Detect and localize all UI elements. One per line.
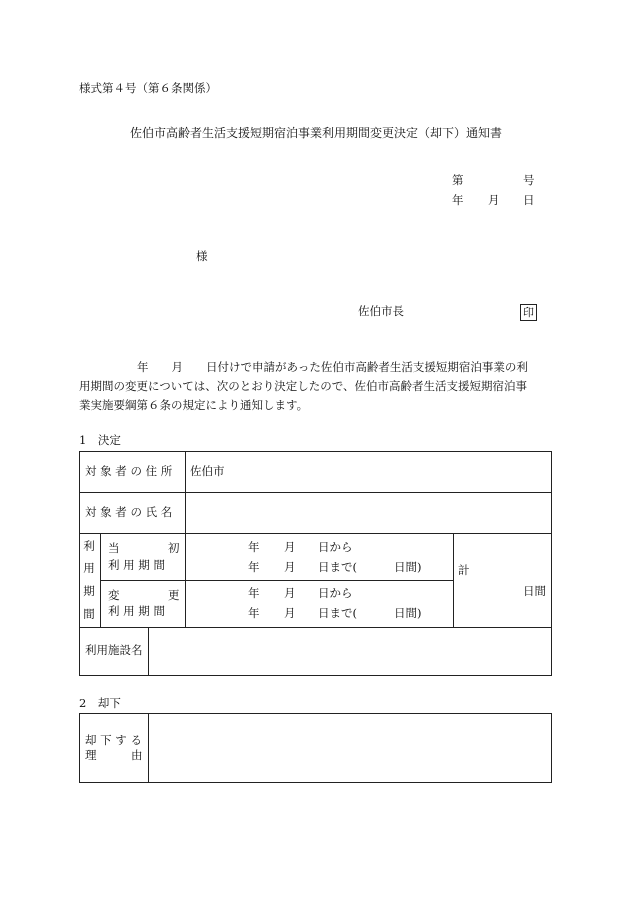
name-label: 対 象 者 の 氏 名 <box>85 505 173 519</box>
address-label: 対 象 者 の 住 所 <box>85 464 173 478</box>
changed-label-bottom: 利 用 期 間 <box>108 604 165 618</box>
date-day: 日 <box>523 193 535 207</box>
section2-heading: 2 却下 <box>79 696 121 710</box>
changed-from-month: 月 <box>284 586 296 600</box>
total-label: 計 <box>458 563 470 577</box>
initial-to-month: 月 <box>284 560 296 574</box>
body-line-1: 年 月 日付けで申請があった佐伯市高齢者生活支援短期宿泊事業の利 <box>137 360 528 374</box>
period-label-char: 用 <box>83 561 95 575</box>
initial-from-month: 月 <box>284 540 296 554</box>
initial-to-year: 年 <box>248 560 260 574</box>
form-number: 様式第４号（第６条関係） <box>79 81 217 95</box>
changed-from-year: 年 <box>248 586 260 600</box>
initial-label-right: 初 <box>168 541 180 555</box>
reason-label-line1: 却 下 す る <box>85 733 142 747</box>
doc-number-suffix: 号 <box>523 173 535 187</box>
date-month: 月 <box>488 193 500 207</box>
period-label-char: 利 <box>83 539 95 553</box>
initial-to-day: 日まで( <box>318 560 357 574</box>
seal-mark: 印 <box>520 304 537 321</box>
addressee-suffix: 様 <box>196 249 208 263</box>
issuer: 佐伯市長 <box>358 304 404 318</box>
changed-label-left: 変 <box>108 588 120 602</box>
address-value: 佐伯市 <box>190 464 225 478</box>
reason-label-line2: 理 由 <box>85 748 143 762</box>
facility-label: 利用施設名 <box>85 643 143 657</box>
body-line-3: 業実施要綱第６条の規定により通知します。 <box>79 398 309 412</box>
initial-days: 日間) <box>394 560 422 574</box>
initial-label-bottom: 利 用 期 間 <box>108 558 165 572</box>
initial-from-day: 日から <box>318 540 353 554</box>
changed-days: 日間) <box>394 606 422 620</box>
changed-from-day: 日から <box>318 586 353 600</box>
doc-number-prefix: 第 <box>452 173 464 187</box>
page-title: 佐伯市高齢者生活支援短期宿泊事業利用期間変更決定（却下）通知書 <box>130 126 503 140</box>
date-year: 年 <box>452 193 464 207</box>
body-line-2: 用期間の変更については、次のとおり決定したので、佐伯市高齢者生活支援短期宿泊事 <box>79 379 528 393</box>
section1-heading: 1 決定 <box>79 433 121 447</box>
period-label-char: 間 <box>83 607 95 621</box>
changed-to-month: 月 <box>284 606 296 620</box>
changed-to-year: 年 <box>248 606 260 620</box>
changed-to-day: 日まで( <box>318 606 357 620</box>
initial-label-left: 当 <box>108 541 120 555</box>
initial-from-year: 年 <box>248 540 260 554</box>
period-label-char: 期 <box>83 584 95 598</box>
total-unit: 日間 <box>523 584 546 598</box>
changed-label-right: 更 <box>168 588 180 602</box>
